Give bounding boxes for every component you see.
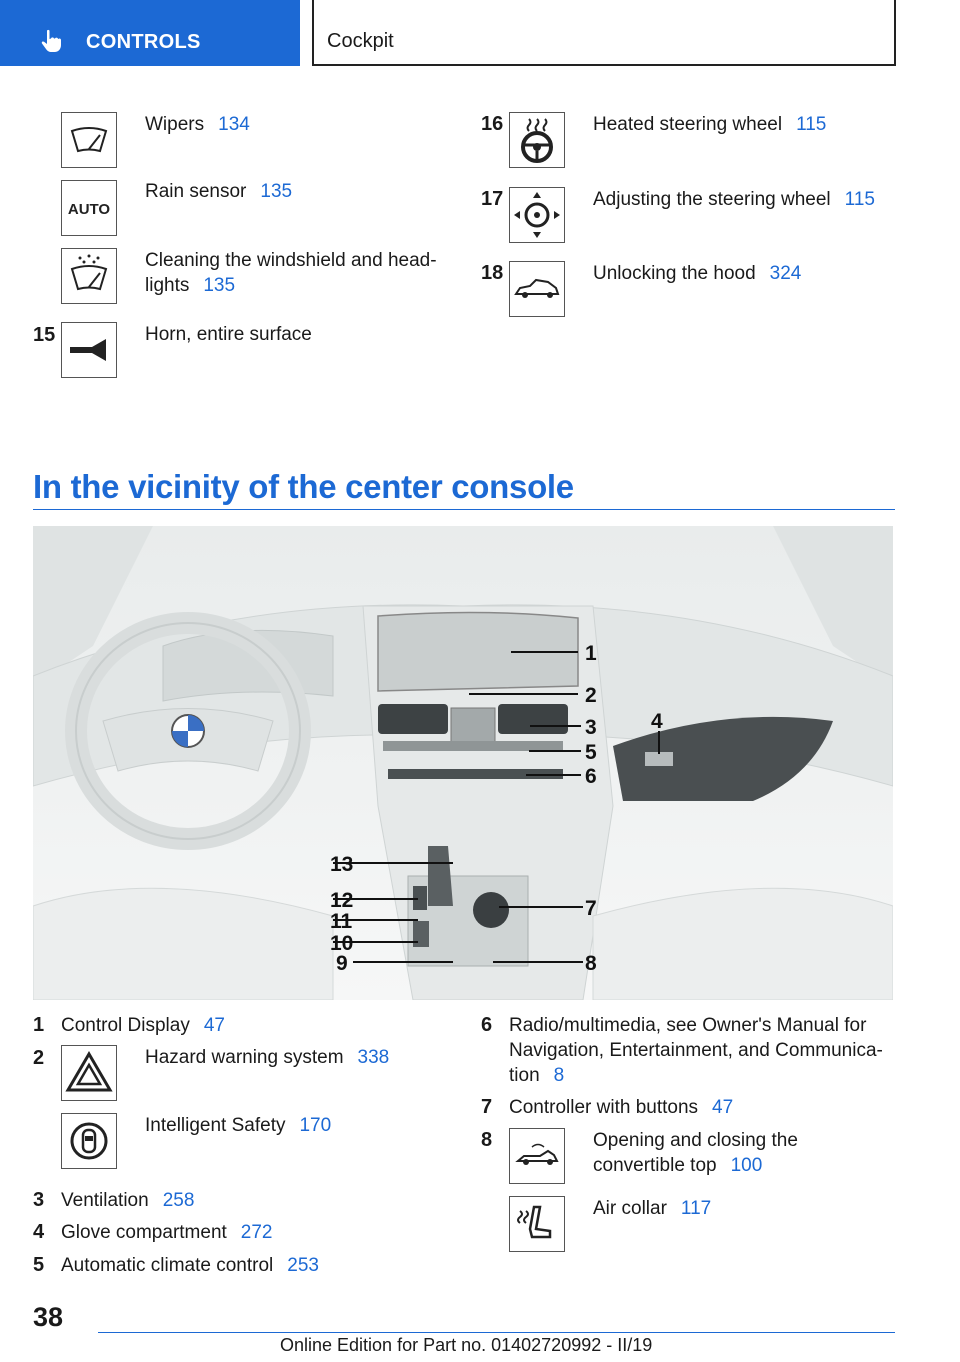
hand-pointer-icon — [38, 28, 64, 54]
page-ref-link[interactable]: 272 — [240, 1222, 273, 1243]
radio-multimedia-label: Radio/multimedia, see Owner's Manual for Navigation, Entertainment, and Communica- tion 8 — [509, 1015, 883, 1086]
horn-icon — [61, 322, 117, 378]
washer-label: Cleaning the windshield and head- lights 135 — [145, 250, 437, 296]
page-ref-link[interactable]: 100 — [730, 1155, 763, 1176]
page-ref-link[interactable]: 115 — [844, 189, 875, 210]
callout-12: 12 — [330, 889, 354, 912]
washer-icon — [61, 248, 117, 304]
page-ref-link[interactable]: 47 — [203, 1015, 225, 1036]
item-number: 3 — [33, 1189, 45, 1211]
chapter-label: CONTROLS — [86, 31, 201, 53]
steering-adjust-label: Adjusting the steering wheel 115 — [593, 189, 875, 210]
auto-rain-sensor-icon — [61, 180, 117, 236]
callout-5: 5 — [585, 741, 597, 764]
section-title: In the vicinity of the center console — [33, 468, 574, 505]
section-header — [312, 0, 896, 66]
svg-text:AUTO: AUTO — [67, 201, 111, 218]
edition-text: Online Edition for Part no. 01402720992 - II/19 — [280, 1335, 653, 1355]
callout-4: 4 — [651, 710, 663, 733]
hazard-triangle-icon — [61, 1045, 117, 1101]
convertible-top-label: Opening and closing the convertible top 100 — [593, 1130, 798, 1176]
hazard-label: Hazard warning system 338 — [145, 1047, 390, 1068]
control-display-label: Control Display 47 — [61, 1015, 225, 1036]
intelligent-safety-icon — [61, 1113, 117, 1169]
page-ref-link[interactable]: 135 — [260, 181, 293, 202]
hood-icon — [509, 261, 565, 317]
steering-wheel-adjust-icon — [509, 187, 565, 243]
section-name: Cockpit — [327, 30, 394, 52]
page-ref-link[interactable]: 8 — [553, 1065, 565, 1086]
item-number: 2 — [33, 1047, 45, 1069]
callout-7: 7 — [585, 897, 597, 920]
page-ref-link[interactable]: 258 — [162, 1190, 195, 1211]
page-ref-link[interactable]: 117 — [680, 1198, 712, 1219]
callout-8: 8 — [585, 952, 597, 975]
item-number: 17 — [481, 188, 504, 210]
item-number: 5 — [33, 1254, 45, 1276]
item-number: 7 — [481, 1096, 493, 1118]
page-ref-link[interactable]: 47 — [712, 1097, 734, 1118]
intelligent-safety-label: Intelligent Safety 170 — [145, 1115, 332, 1136]
page-ref-link[interactable]: 170 — [299, 1115, 332, 1136]
item-number: 4 — [33, 1221, 45, 1243]
callout-9: 9 — [336, 952, 348, 975]
callout-6: 6 — [585, 765, 597, 788]
horn-label: Horn, entire surface — [145, 324, 312, 345]
callout-10: 10 — [330, 932, 354, 955]
climate-control-label: Automatic climate control 253 — [61, 1255, 319, 1276]
heated-steering-wheel-icon — [509, 112, 565, 168]
ventilation-label: Ventilation 258 — [61, 1190, 195, 1211]
item-number: 8 — [481, 1129, 493, 1151]
page-ref-link[interactable]: 338 — [357, 1047, 390, 1068]
callout-13: 13 — [330, 853, 354, 876]
page-ref-link[interactable]: 135 — [203, 275, 236, 296]
page-ref-link[interactable]: 115 — [796, 114, 827, 135]
callout-1: 1 — [585, 642, 597, 665]
page-ref-link[interactable]: 134 — [218, 114, 250, 135]
item-number: 15 — [33, 324, 56, 346]
footer-divider — [98, 1332, 895, 1333]
controller-label: Controller with buttons 47 — [509, 1097, 734, 1118]
air-collar-seat-icon — [509, 1196, 565, 1252]
item-number: 1 — [33, 1014, 45, 1036]
hood-label: Unlocking the hood 324 — [593, 263, 802, 284]
glove-compartment-label: Glove compartment 272 — [61, 1222, 273, 1243]
convertible-top-icon — [509, 1128, 565, 1184]
callout-3: 3 — [585, 716, 597, 739]
wipers-label: Wipers 134 — [145, 114, 250, 135]
center-console-illustration — [33, 526, 893, 1000]
chapter-tab[interactable] — [0, 0, 300, 66]
callout-2: 2 — [585, 684, 597, 707]
item-number: 6 — [481, 1014, 493, 1036]
item-number: 16 — [481, 113, 504, 135]
wipers-icon — [61, 112, 117, 168]
rain-sensor-label: Rain sensor 135 — [145, 181, 293, 202]
section-divider — [33, 509, 895, 510]
heated-steering-wheel-label: Heated steering wheel 115 — [593, 114, 827, 135]
item-number: 18 — [481, 262, 504, 284]
page-ref-link[interactable]: 324 — [769, 263, 802, 284]
air-collar-label: Air collar 117 — [593, 1198, 712, 1219]
page-number: 38 — [33, 1302, 64, 1332]
page-ref-link[interactable]: 253 — [287, 1255, 319, 1276]
callout-11: 11 — [330, 910, 353, 933]
